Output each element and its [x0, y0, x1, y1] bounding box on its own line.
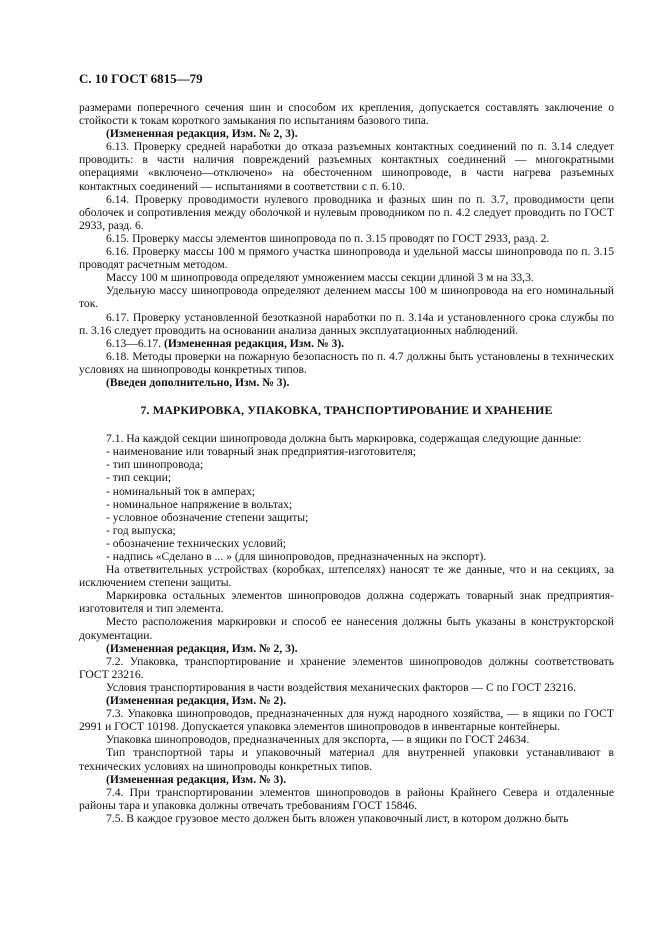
paragraph-6-18: 6.18. Методы проверки на пожарную безопасность по п. 4.7 должны быть установлены в технических условиях на шинопроводы конкретных типов. [79, 349, 614, 376]
paragraph-7-5: 7.5. В каждое грузовое место должен быть вложен упаковочный лист, в котором должно быть [106, 811, 569, 825]
paragraph-6-16: 6.16. Проверку массы 100 м прямого участка шинопровода и удельной массы шинопровода по п. 3.15 проводят расчетным методом. [79, 245, 614, 272]
section-7 [79, 432, 614, 825]
paragraph-6-13: 6.13. Проверку средней наработки до отказа разъемных контактных соединений по п. 3.14 следует проводить: в части наличия повреждений разъемных контактных соединений — многократными операциями «включено—отключено» на обесточенном шинопроводе, в части нагрева разъемных контактных соединений — испытаниями в соответствии с п. 6.10. [79, 140, 614, 193]
section-6-continuation [79, 101, 614, 389]
paragraph-7-2: 7.2. Упаковка, транспортирование и хранение элементов шинопроводов должны соответствовать ГОСТ 23216. [79, 654, 614, 681]
list-item: - номинальное напряжение в вольтах; [79, 498, 614, 511]
paragraph: Маркировка остальных элементов шинопроводов должна содержать товарный знак предприятия-изготовителя и тип элемента. [79, 589, 614, 616]
paragraph: Место расположения маркировки и способ ее нанесения должны быть указаны в конструкторской документации. [79, 615, 614, 642]
paragraph: Удельную массу шинопровода определяют делением массы 100 м шинопровода на его номинальный ток. [79, 284, 614, 311]
paragraph-6-15: 6.15. Проверку массы элементов шинопровода по п. 3.15 проводят по ГОСТ 2933, разд. 2. [106, 231, 550, 245]
paragraph: На ответвительных устройствах (коробках, штепселях) наносят те же данные, что и на секциях, за исключением степени защиты. [79, 563, 614, 590]
document-page [79, 71, 614, 825]
list-item: - условное обозначение степени защиты; [79, 511, 614, 524]
list-item: - обозначение технических условий; [79, 537, 614, 550]
clause-range: 6.13—6.17. [106, 336, 162, 350]
list-item: - наименование или товарный знак предприятия-изготовителя; [79, 445, 614, 458]
paragraph-6-17: 6.17. Проверку установленной безотказной наработки по п. 3.14а и установленного срока службы по п. 3.16 следует проводить на основании анализа данных эксплуатационных наблюдений. [79, 310, 614, 337]
list-item: - тип секции; [79, 471, 614, 484]
amendment-note: (Измененная редакция, Изм. № 3). [106, 772, 287, 786]
paragraph: Тип транспортной тары и упаковочный материал для внутренней упаковки устанавливают в технических условиях на шинопроводы конкретных типов. [79, 746, 614, 773]
paragraph-7-4: 7.4. При транспортировании элементов шинопроводов в районы Крайнего Севера и отдаленные районы тара и упаковка должны отвечать требованиям ГОСТ 15846. [79, 785, 614, 812]
paragraph: Упаковка шинопроводов, предназначенных для экспорта, — в ящики по ГОСТ 24634. [106, 733, 530, 747]
list-item: - номинальный ток в амперах; [79, 485, 614, 498]
paragraph: Массу 100 м шинопровода определяют умножением массы секции длиной 3 м на 33,3. [106, 271, 534, 285]
amendment-note: (Измененная редакция, Изм. № 2, 3). [106, 641, 298, 655]
amendment-note: (Измененная редакция, Изм. № 3). [163, 336, 345, 350]
amendment-range-note [79, 337, 614, 350]
list-item: - год выпуска; [79, 524, 614, 537]
paragraph-7-1: 7.1. На каждой секции шинопровода должна быть маркировка, содержащая следующие данные: [106, 432, 582, 446]
list-item: - тип шинопровода; [79, 458, 614, 471]
amendment-note: (Измененная редакция, Изм. № 2). [106, 694, 287, 708]
paragraph: Условия транспортирования в части воздействия механических факторов — С по ГОСТ 23216. [106, 680, 577, 694]
marking-list [79, 445, 614, 563]
paragraph-6-14: 6.14. Проверку проводимости нулевого проводника и фазных шин по п. 3.7, проводимости цепи оболочек и сопротивления между оболочкой и нулевым проводником по п. 4.2 следует проводить по ГОСТ 2933, разд. 6. [79, 192, 614, 232]
amendment-note: (Введен дополнительно, Изм. № 3). [106, 375, 290, 389]
section-title: 7. МАРКИРОВКА, УПАКОВКА, ТРАНСПОРТИРОВАНИЕ И ХРАНЕНИЕ [140, 403, 553, 418]
page-header: С. 10 ГОСТ 6815—79 [79, 71, 203, 86]
paragraph-7-3: 7.3. Упаковка шинопроводов, предназначенных для нужд народного хозяйства, — в ящики по ГОСТ 2991 и ГОСТ 10198. Допускается упаковка элементов шинопроводов в инвентарные контейнеры. [79, 707, 614, 734]
amendment-note: (Измененная редакция, Изм. № 2, 3). [106, 127, 298, 141]
list-item: - надпись «Сделано в ... » (для шинопроводов, предназначенных на экспорт). [79, 550, 614, 563]
paragraph: размерами поперечного сечения шин и способом их крепления, допускается составлять заключение о стойкости к токам короткого замыкания по испытаниям базового типа. [79, 101, 614, 128]
